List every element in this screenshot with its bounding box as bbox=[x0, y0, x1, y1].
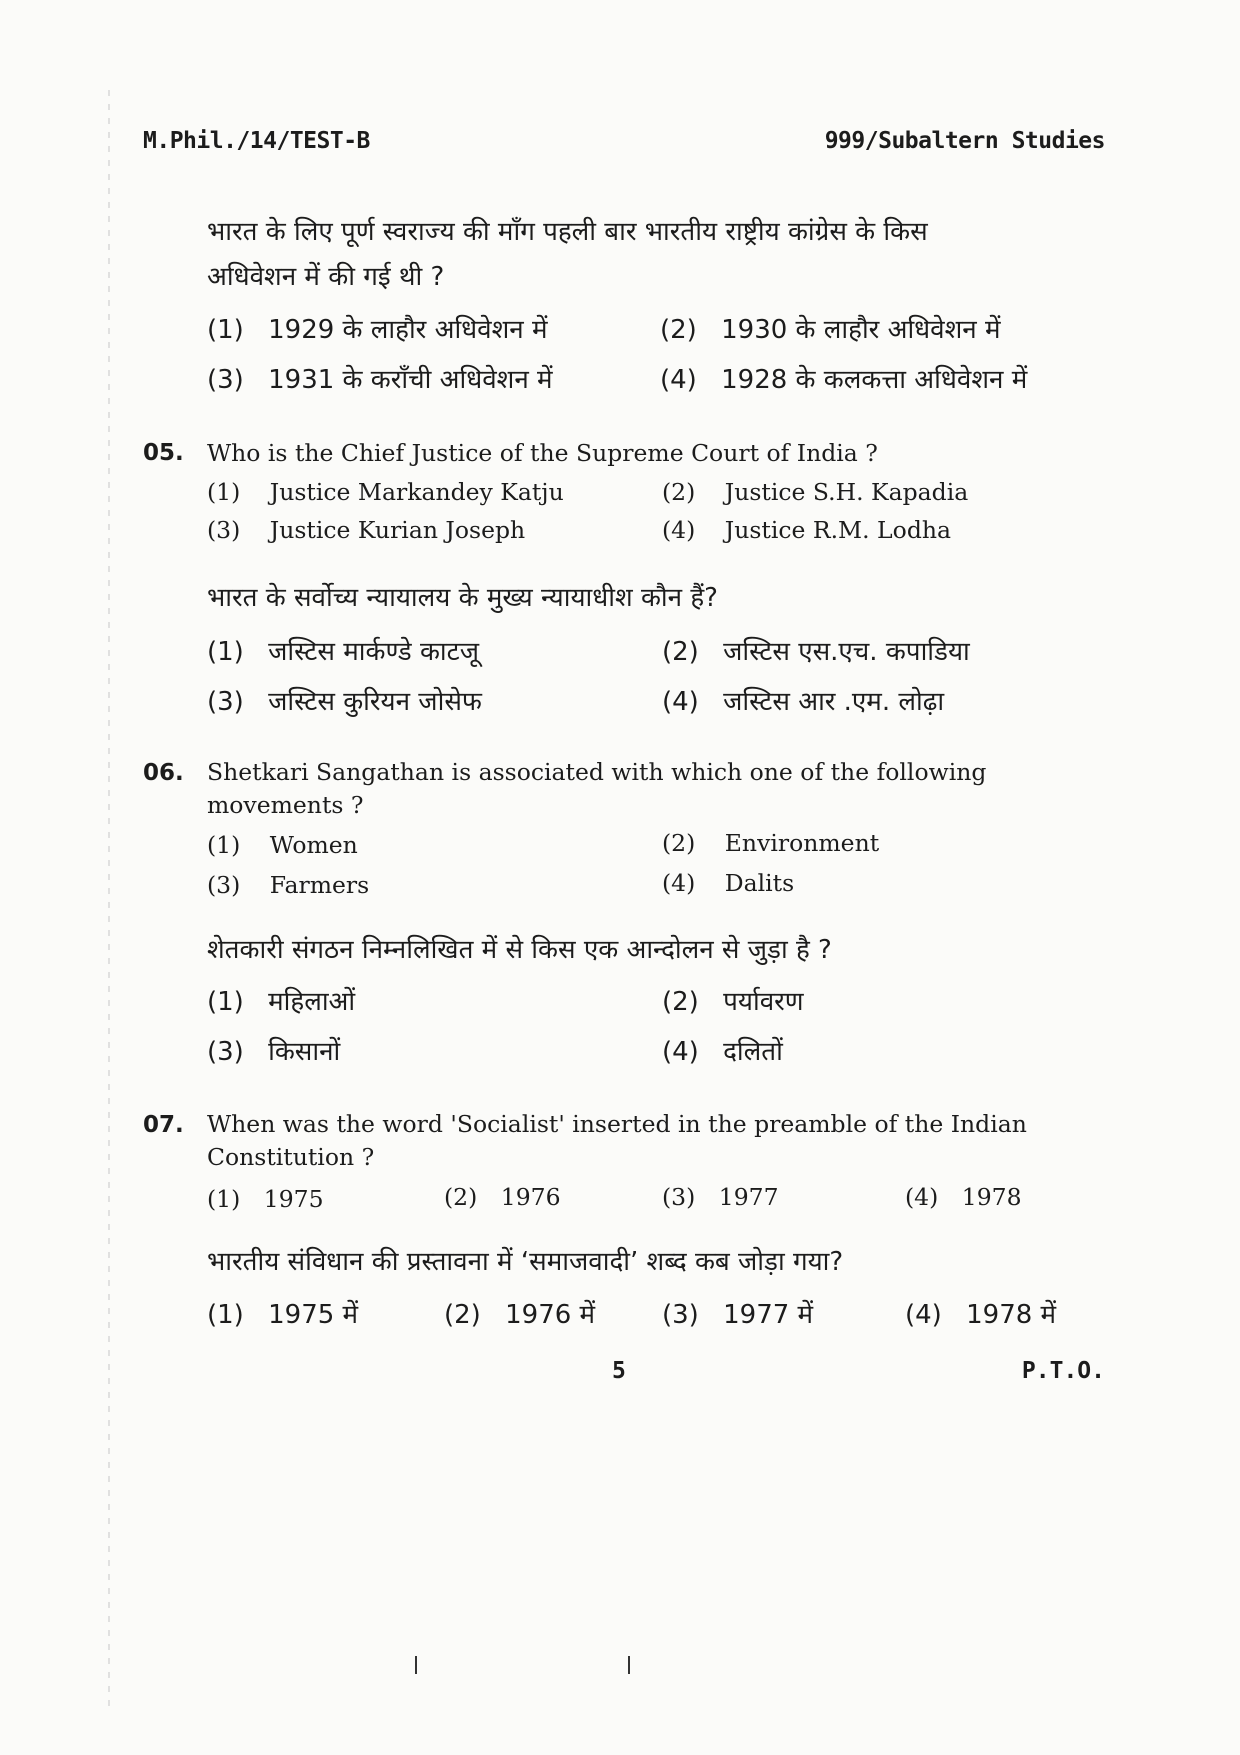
option-number: (3) bbox=[662, 1183, 696, 1211]
q07-hindi-option-4 bbox=[905, 1295, 1056, 1331]
q07-hindi-stem: भारतीय संविधान की प्रस्तावना में ‘समाजवादी’ शब्द कब जोड़ा गया? bbox=[207, 1247, 844, 1277]
q05-hindi-stem: भारत के सर्वोच्य न्यायालय के मुख्य न्यायाधीश कौन हैं? bbox=[207, 583, 718, 613]
option-number: (2) bbox=[444, 1300, 481, 1330]
q05-hindi-option-3 bbox=[207, 682, 482, 718]
q07-stem-line1: When was the word 'Socialist' inserted in the preamble of the Indian bbox=[207, 1110, 1027, 1138]
q04-option-4 bbox=[660, 360, 1027, 396]
option-number: (1) bbox=[207, 987, 244, 1017]
q04-option-2 bbox=[660, 310, 1001, 346]
option-text: जस्टिस कुरियन जोसेफ bbox=[268, 687, 482, 717]
q05-hindi-option-2 bbox=[662, 632, 970, 668]
pto-label: P.T.O. bbox=[1021, 1358, 1105, 1384]
option-text: Farmers bbox=[269, 871, 370, 899]
option-number: (4) bbox=[662, 516, 696, 544]
option-text: पर्यावरण bbox=[723, 987, 804, 1017]
option-number: (1) bbox=[207, 637, 244, 667]
option-text: 1930 के लाहौर अधिवेशन में bbox=[721, 315, 1001, 345]
q06-option-4 bbox=[662, 869, 794, 897]
q05-option-3 bbox=[207, 516, 525, 544]
option-text: 1975 में bbox=[268, 1300, 359, 1330]
q06-hindi-option-2 bbox=[662, 982, 804, 1018]
q05-stem: Who is the Chief Justice of the Supreme Court of India ? bbox=[207, 439, 878, 467]
option-text: जस्टिस मार्कण्डे काटजू bbox=[268, 637, 480, 667]
option-text: 1978 bbox=[961, 1183, 1022, 1211]
option-text: 1976 में bbox=[505, 1300, 596, 1330]
q07-stem-line2: Constitution ? bbox=[207, 1143, 375, 1171]
q05-hindi-option-1 bbox=[207, 632, 479, 668]
q06-option-2 bbox=[662, 829, 879, 857]
option-text: 1977 bbox=[718, 1183, 779, 1211]
scan-mark-right bbox=[628, 1656, 630, 1674]
option-number: (3) bbox=[207, 1037, 244, 1067]
option-text: Environment bbox=[724, 829, 880, 857]
header-subject: 999/Subaltern Studies bbox=[824, 128, 1105, 154]
q06-number: 06. bbox=[143, 760, 184, 786]
option-number: (2) bbox=[444, 1183, 478, 1211]
q06-stem-line2: movements ? bbox=[207, 791, 364, 819]
option-text: 1929 के लाहौर अधिवेशन में bbox=[268, 315, 548, 345]
q06-hindi-stem: शेतकारी संगठन निम्नलिखित में से किस एक आन्दोलन से जुड़ा है ? bbox=[207, 935, 832, 965]
option-text: Justice Markandey Katju bbox=[269, 478, 564, 506]
option-number: (3) bbox=[662, 1300, 699, 1330]
option-text: किसानों bbox=[268, 1037, 341, 1067]
option-number: (2) bbox=[660, 315, 697, 345]
option-number: (3) bbox=[207, 516, 241, 544]
q05-number: 05. bbox=[143, 440, 184, 466]
option-text: Women bbox=[269, 831, 358, 859]
option-number: (1) bbox=[207, 831, 241, 859]
option-number: (1) bbox=[207, 478, 241, 506]
q07-hindi-option-1 bbox=[207, 1295, 358, 1331]
option-number: (2) bbox=[662, 987, 699, 1017]
option-text: दलितों bbox=[723, 1037, 783, 1067]
option-text: Justice R.M. Lodha bbox=[724, 516, 952, 544]
option-number: (4) bbox=[662, 687, 699, 717]
q07-hindi-option-3 bbox=[662, 1295, 813, 1331]
q07-option-2 bbox=[444, 1183, 561, 1211]
q06-hindi-option-1 bbox=[207, 982, 355, 1018]
q04-hindi-stem-line2: अधिवेशन में की गई थी ? bbox=[207, 262, 445, 292]
q07-number: 07. bbox=[143, 1112, 184, 1138]
option-text: 1928 के कलकत्ता अधिवेशन में bbox=[721, 365, 1028, 395]
option-text: 1978 में bbox=[966, 1300, 1057, 1330]
option-number: (4) bbox=[905, 1300, 942, 1330]
scan-mark-left bbox=[415, 1656, 417, 1674]
option-number: (2) bbox=[662, 829, 696, 857]
q06-hindi-option-4 bbox=[662, 1032, 783, 1068]
option-text: Justice S.H. Kapadia bbox=[724, 478, 969, 506]
option-text: महिलाओं bbox=[268, 987, 356, 1017]
q06-stem-line1: Shetkari Sangathan is associated with which one of the following bbox=[207, 758, 987, 786]
q05-option-1 bbox=[207, 478, 564, 506]
q06-hindi-option-3 bbox=[207, 1032, 340, 1068]
scan-edge-mark bbox=[108, 90, 110, 1710]
option-text: जस्टिस आर .एम. लोढ़ा bbox=[723, 687, 945, 717]
q04-option-3 bbox=[207, 360, 553, 396]
option-number: (1) bbox=[207, 1300, 244, 1330]
option-number: (3) bbox=[207, 687, 244, 717]
q07-option-1 bbox=[207, 1185, 324, 1213]
option-text: Dalits bbox=[724, 869, 795, 897]
q05-option-4 bbox=[662, 516, 951, 544]
option-text: 1975 bbox=[263, 1185, 324, 1213]
option-number: (4) bbox=[662, 1037, 699, 1067]
q04-option-1 bbox=[207, 310, 548, 346]
q07-hindi-option-2 bbox=[444, 1295, 595, 1331]
option-number: (2) bbox=[662, 478, 696, 506]
option-number: (1) bbox=[207, 1185, 241, 1213]
q07-option-3 bbox=[662, 1183, 779, 1211]
option-number: (2) bbox=[662, 637, 699, 667]
option-text: जस्टिस एस.एच. कपाडिया bbox=[723, 637, 970, 667]
option-number: (3) bbox=[207, 365, 244, 395]
q04-hindi-stem-line1: भारत के लिए पूर्ण स्वराज्य की माँग पहली बार भारतीय राष्ट्रीय कांग्रेस के किस bbox=[207, 217, 928, 247]
option-number: (4) bbox=[660, 365, 697, 395]
q06-option-1 bbox=[207, 831, 358, 859]
option-text: 1931 के कराँची अधिवेशन में bbox=[268, 365, 553, 395]
option-text: 1977 में bbox=[723, 1300, 814, 1330]
option-number: (1) bbox=[207, 315, 244, 345]
header-course-code: M.Phil./14/TEST-B bbox=[143, 128, 370, 154]
option-number: (4) bbox=[662, 869, 696, 897]
q05-option-2 bbox=[662, 478, 968, 506]
option-number: (3) bbox=[207, 871, 241, 899]
q07-option-4 bbox=[905, 1183, 1022, 1211]
q05-hindi-option-4 bbox=[662, 682, 944, 718]
page-number: 5 bbox=[612, 1358, 626, 1384]
option-text: Justice Kurian Joseph bbox=[269, 516, 526, 544]
option-text: 1976 bbox=[500, 1183, 561, 1211]
q06-option-3 bbox=[207, 871, 369, 899]
option-number: (4) bbox=[905, 1183, 939, 1211]
